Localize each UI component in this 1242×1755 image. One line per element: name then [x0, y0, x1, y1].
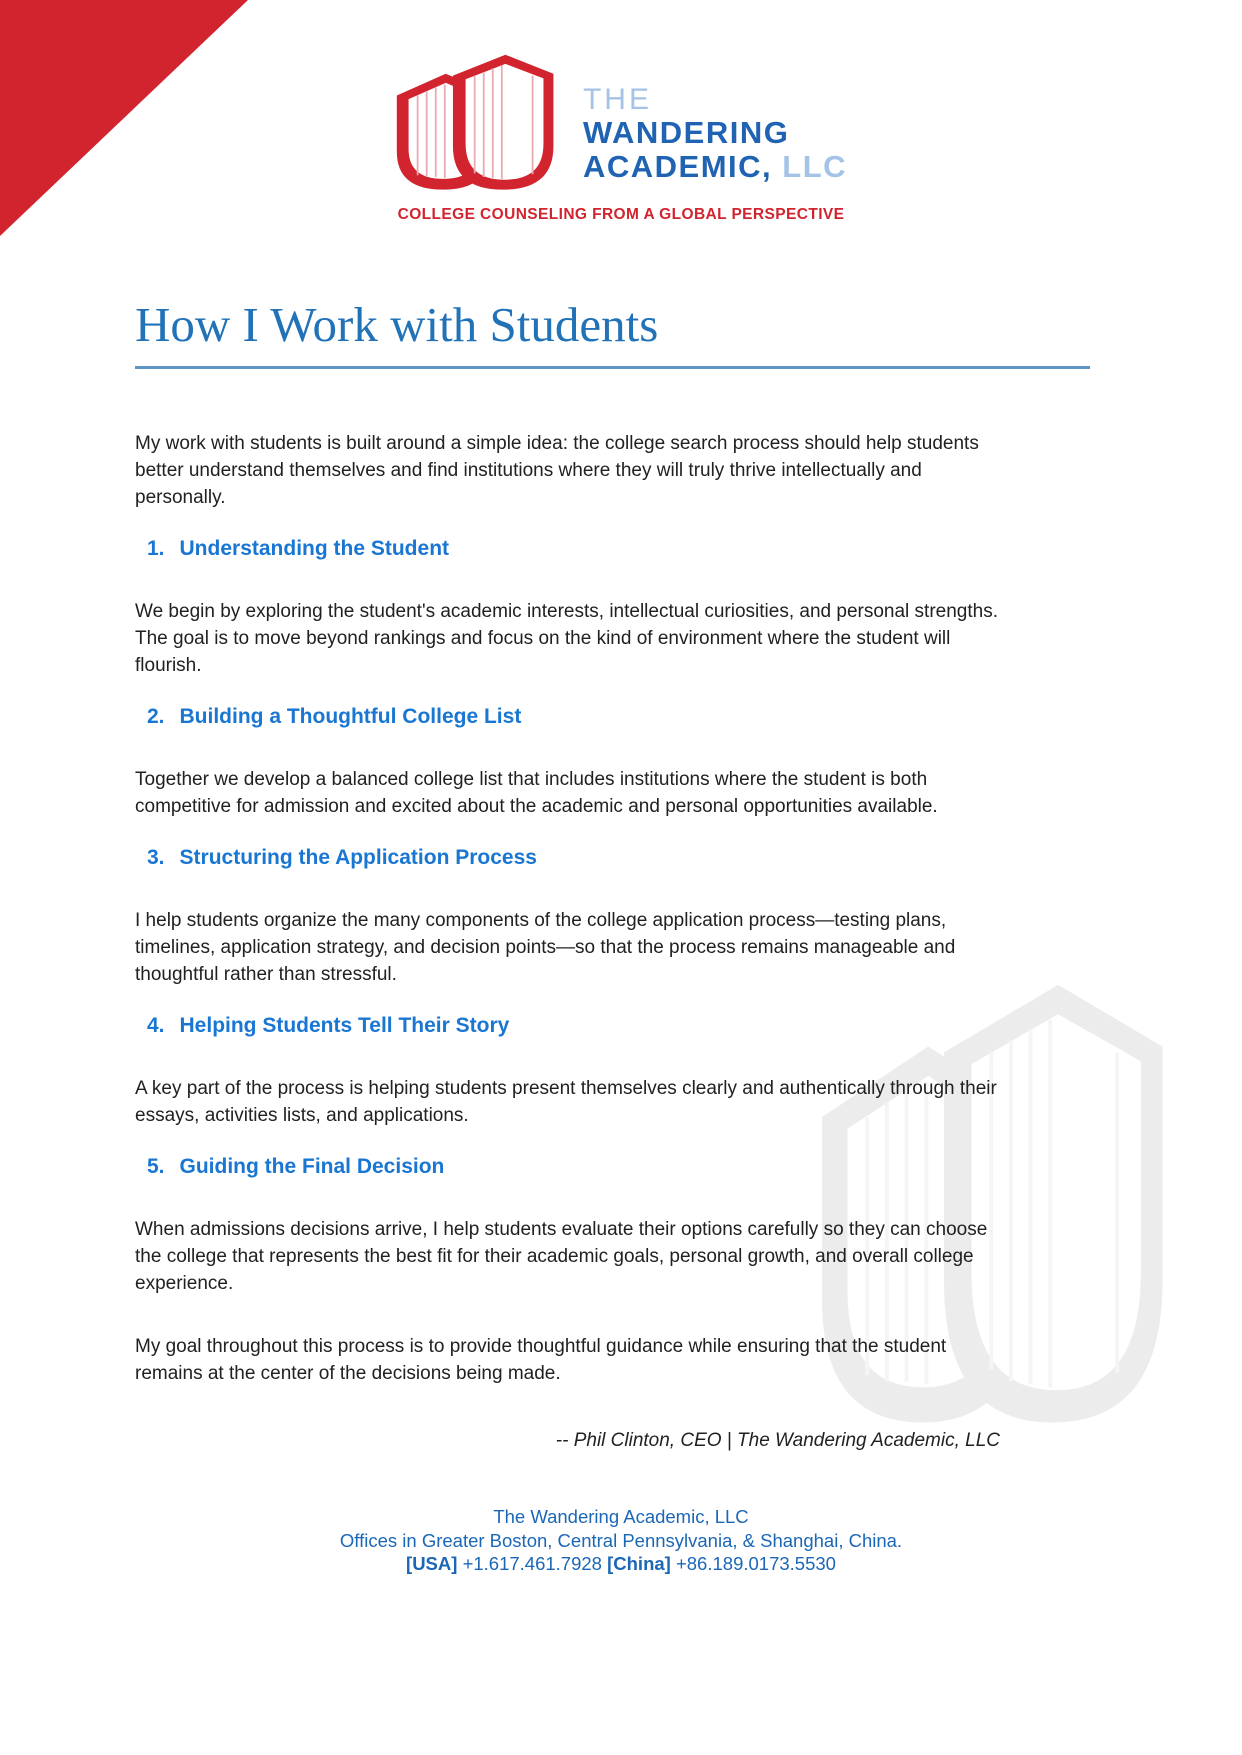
section-title: Building a Thoughtful College List: [179, 705, 522, 728]
footer-china-label: [China]: [607, 1553, 671, 1574]
letterhead-logo: [0, 52, 1242, 224]
signature-line: -- Phil Clinton, CEO | The Wandering Academic, LLC: [555, 1430, 1000, 1451]
section-title: Understanding the Student: [179, 537, 450, 560]
footer-phones: [0, 1552, 1242, 1576]
footer-offices: Offices in Greater Boston, Central Pennsylvania, & Shanghai, China.: [339, 1529, 903, 1551]
section-title: Guiding the Final Decision: [179, 1155, 445, 1178]
section-number: 2.: [147, 705, 165, 728]
books-logo-icon: [395, 52, 567, 197]
page-title: How I Work with Students: [135, 297, 659, 352]
section-body-4: A key part of the process is helping students present themselves clearly and authentically through their essays, activities lists, and applications.: [135, 1078, 997, 1126]
document-body: [135, 297, 1000, 1454]
section-number: 4.: [147, 1014, 165, 1037]
section-title: Structuring the Application Process: [179, 846, 537, 869]
logo-name-line1: WANDERING: [582, 115, 790, 150]
footer-company-name: The Wandering Academic, LLC: [493, 1506, 749, 1527]
section-body-3: I help students organize the many components of the college application process—testing plans, timelines, application strategy, and decision points—so that the process remains manageable and thoughtful rather than stressful.: [135, 910, 956, 985]
section-heading-3: [135, 846, 1000, 869]
footer-usa-label: [USA]: [406, 1553, 458, 1574]
section-heading-4: [135, 1014, 1000, 1037]
section-title: Helping Students Tell Their Story: [179, 1014, 510, 1037]
section-number: 3.: [147, 846, 165, 869]
section-heading-2: [135, 705, 1000, 728]
footer-usa-phone: +1.617.461.7928: [462, 1553, 602, 1574]
footer-china-phone: +86.189.0173.5530: [675, 1553, 836, 1574]
closing-paragraph: My goal throughout this process is to provide thoughtful guidance while ensuring that the student remains at the center of the decisions being made.: [135, 1336, 947, 1384]
section-heading-1: [135, 537, 1000, 560]
section-body-2: Together we develop a balanced college list that includes institutions where the student is both competitive for admission and excited about the academic and personal opportunities available.: [135, 769, 938, 817]
intro-paragraph: My work with students is built around a simple idea: the college search process should help students better understand themselves and find institutions where they will truly thrive intellectually and personally.: [135, 433, 979, 508]
section-body-5: When admissions decisions arrive, I help students evaluate their options carefully so they can choose the college that represents the best fit for their academic goals, personal growth, and overall college experience.: [135, 1219, 988, 1294]
title-rule: [135, 366, 1090, 369]
logo-name-line2: ACADEMIC, LLC: [582, 149, 848, 184]
footer: [0, 1505, 1242, 1576]
logo-the: THE: [582, 83, 652, 116]
logo-tagline: COLLEGE COUNSELING FROM A GLOBAL PERSPECTIVE: [397, 206, 845, 223]
logo-llc-suffix: LLC: [772, 149, 848, 184]
section-number: 1.: [147, 537, 165, 560]
logo-wordmark: [583, 84, 847, 184]
section-heading-5: [135, 1155, 1000, 1178]
section-body-1: We begin by exploring the student's academic interests, intellectual curiosities, and personal strengths. The goal is to move beyond rankings and focus on the kind of environment where the student will flourish.: [135, 601, 998, 676]
section-number: 5.: [147, 1155, 165, 1178]
